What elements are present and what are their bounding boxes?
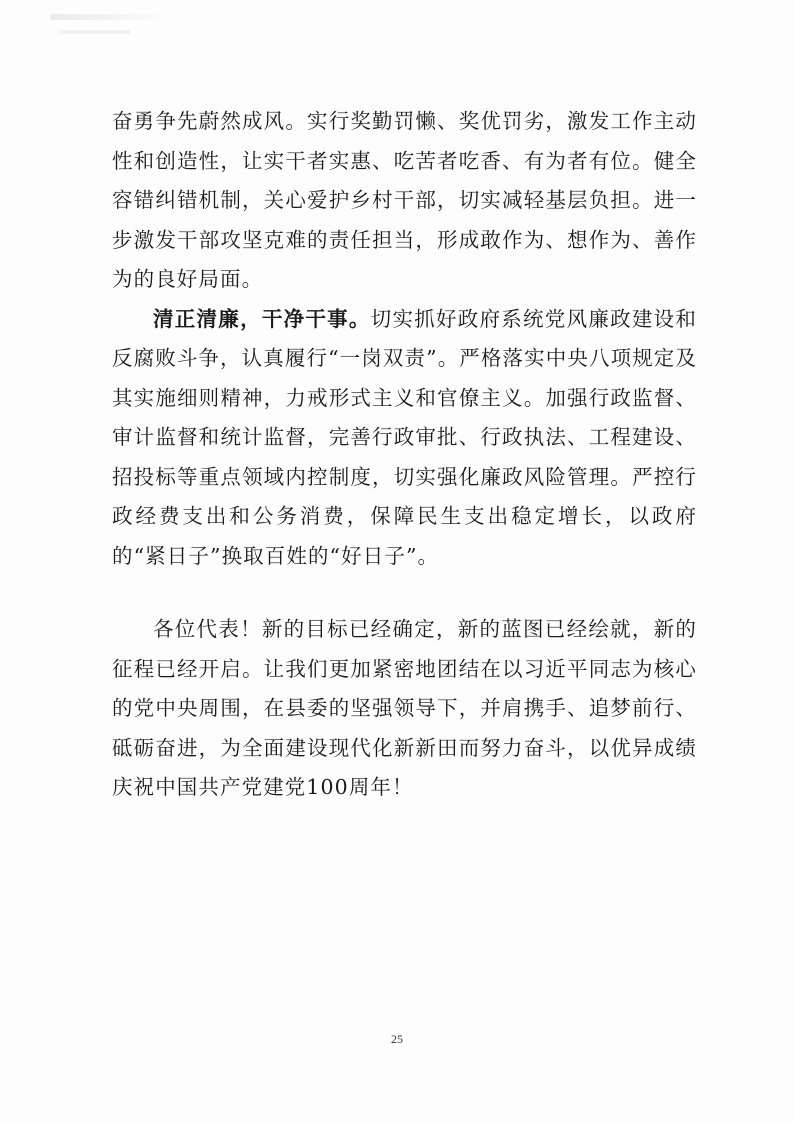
page-number: 25 [391, 1032, 403, 1046]
paragraph-text: 各位代表！新的目标已经确定，新的蓝图已经绘就，新的征程已经开启。让我们更加紧密地团结在以习近平同志为核心的党中央周围，在县委的坚强领导下，并肩携手、追梦前行、砥砺奋进，为全面建设现代化新新田而努力奋斗，以优异成绩庆祝中国共产党建党100周年！ [112, 617, 697, 799]
scan-artifact [60, 30, 130, 34]
scan-artifact [50, 14, 160, 20]
paragraph-text: 切实抓好政府系统党风廉政建设和反腐败斗争，认真履行“一岗双责”。严格落实中央八项规定及其实施细则精神，力戒形式主义和官僚主义。加强行政监督、审计监督和统计监督，完善行政审批、行政执法、工程建设、招投标等重点领域内控制度，切实强化廉政风险管理。严控行政经费支出和公务消费，保障民生支出稳定增长，以政府的“紧日子”换取百姓的“好日子”。 [112, 306, 698, 568]
paragraph-continued [112, 102, 697, 300]
document-body [112, 102, 697, 808]
paragraph-heading: 清正清廉，干净干事。 [153, 306, 371, 331]
paragraph-integrity [112, 300, 697, 577]
paragraph-closing [112, 610, 697, 808]
paragraph-text: 奋勇争先蔚然成风。实行奖勤罚懒、奖优罚劣，激发工作主动性和创造性，让实干者实惠、吃苦者吃香、有为者有位。健全容错纠错机制，关心爱护乡村干部，切实减轻基层负担。进一步激发干部攻坚克难的责任担当，形成敢作为、想作为、善作为的良好局面。 [112, 109, 697, 291]
